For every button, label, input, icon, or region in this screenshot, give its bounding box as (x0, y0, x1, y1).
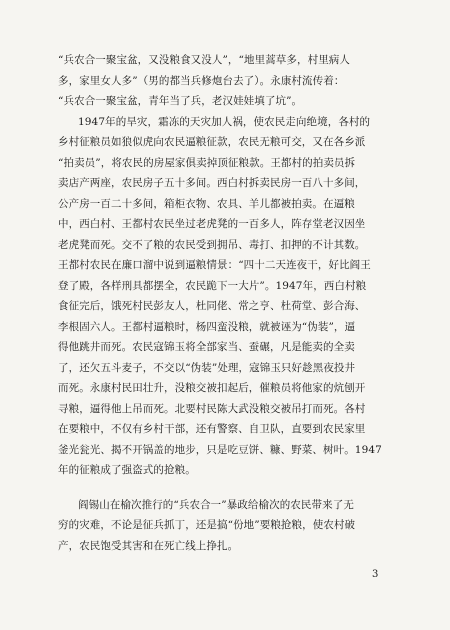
page-number: 3 (372, 569, 379, 580)
text-line: 1947年的旱灾，霜冻的天灾加人祸，使农民走向绝境，各村的 (78, 115, 371, 128)
text-line: 多，家里女人多”（男的都当兵修炮台去了）。永康村流传着： (58, 74, 345, 87)
text-line: “兵农合一聚宝盆，青年当了兵，老汉娃娃填了坑”。 (58, 95, 303, 107)
text-line: 公产房一百二十多间，箱柜衣物、农具、羊儿都被拍卖。在逼粮 (58, 197, 355, 210)
text-line: 老虎凳而死。交不了粮的农民受到拥吊、毒打、扣押的不计其数。 (58, 238, 366, 251)
text-line: 乡村征粮员如狼似虎向农民逼粮征款，农民无粮可交，又在各乡派 (58, 136, 366, 148)
text-line: 食征完后，饿死村民彭友人，杜同佬、常之亨、杜荷堂、彭合海、 (58, 300, 366, 312)
text-line: 登了殿，各样刑具都摆全，农民跪下一大片”。1947年，西白村粮 (58, 279, 367, 292)
body-text (58, 50, 394, 556)
text-line: 而死。永康村民田壮升，没粮交被扣起后，催粮员将他家的炕刨开 (58, 382, 366, 394)
paragraph-gap (58, 481, 394, 495)
paragraph-2 (58, 112, 394, 481)
text-line: 王都村农民在廉口溜中说到逼粮情景：“四十二天连夜干，好比阎王 (58, 259, 371, 271)
text-line: 卖店产两座，农民房子五十多间。西白村拆卖民房一百八十多间， (58, 177, 366, 189)
text-line: 了，还欠五斗麦子，不交以“伪装”处理，寇锦玉只好趁黑夜投井 (58, 361, 356, 374)
text-line: 李根固六人。王都村逼粮时，杨四蛮没粮，就被诬为“伪装”，逼 (58, 320, 356, 333)
text-line: 釜光瓮光、揭不开锅盖的地步，只是吃豆饼、糠、野菜、树叶。1947 (58, 443, 382, 456)
text-line: 中，西白村、王都村农民坐过老虎凳的一百多人，阵存堂老汉因坐 (58, 218, 366, 230)
paragraph-1 (58, 50, 394, 112)
paragraph-3 (58, 495, 394, 557)
text-line: 年的征粮成了强盗式的抢粮。 (58, 464, 196, 476)
text-line: “拍卖员”，将农民的房屋家俱卖掉顶征粮款。王都村的拍卖员拆 (58, 156, 356, 169)
text-line: 产，农民饱受其害和在死亡线上挣扎。 (58, 539, 239, 552)
text-line: “兵农合一聚宝盆，又没粮食又没人”，“地里蒿草多，村里病人 (58, 54, 351, 66)
text-line: 寻粮，逼得他上吊而死。北要村民陈大武没粮交被吊打而死。各村 (58, 402, 366, 415)
text-line: 阎锡山在榆次推行的“兵农合一”暴政给榆次的农民带来了无 (78, 498, 354, 511)
text-line: 在要粮中，不仅有乡村干部，还有警察、自卫队，直要到农民家里 (58, 423, 366, 435)
text-line: 穷的灾难，不论是征兵抓丁，还是搞“份地”要粮抢粮，使农村破 (58, 519, 356, 531)
text-line: 得他跳井而死。农民寇锦玉将全部家当、蚕碾，凡是能卖的全卖 (58, 341, 355, 353)
